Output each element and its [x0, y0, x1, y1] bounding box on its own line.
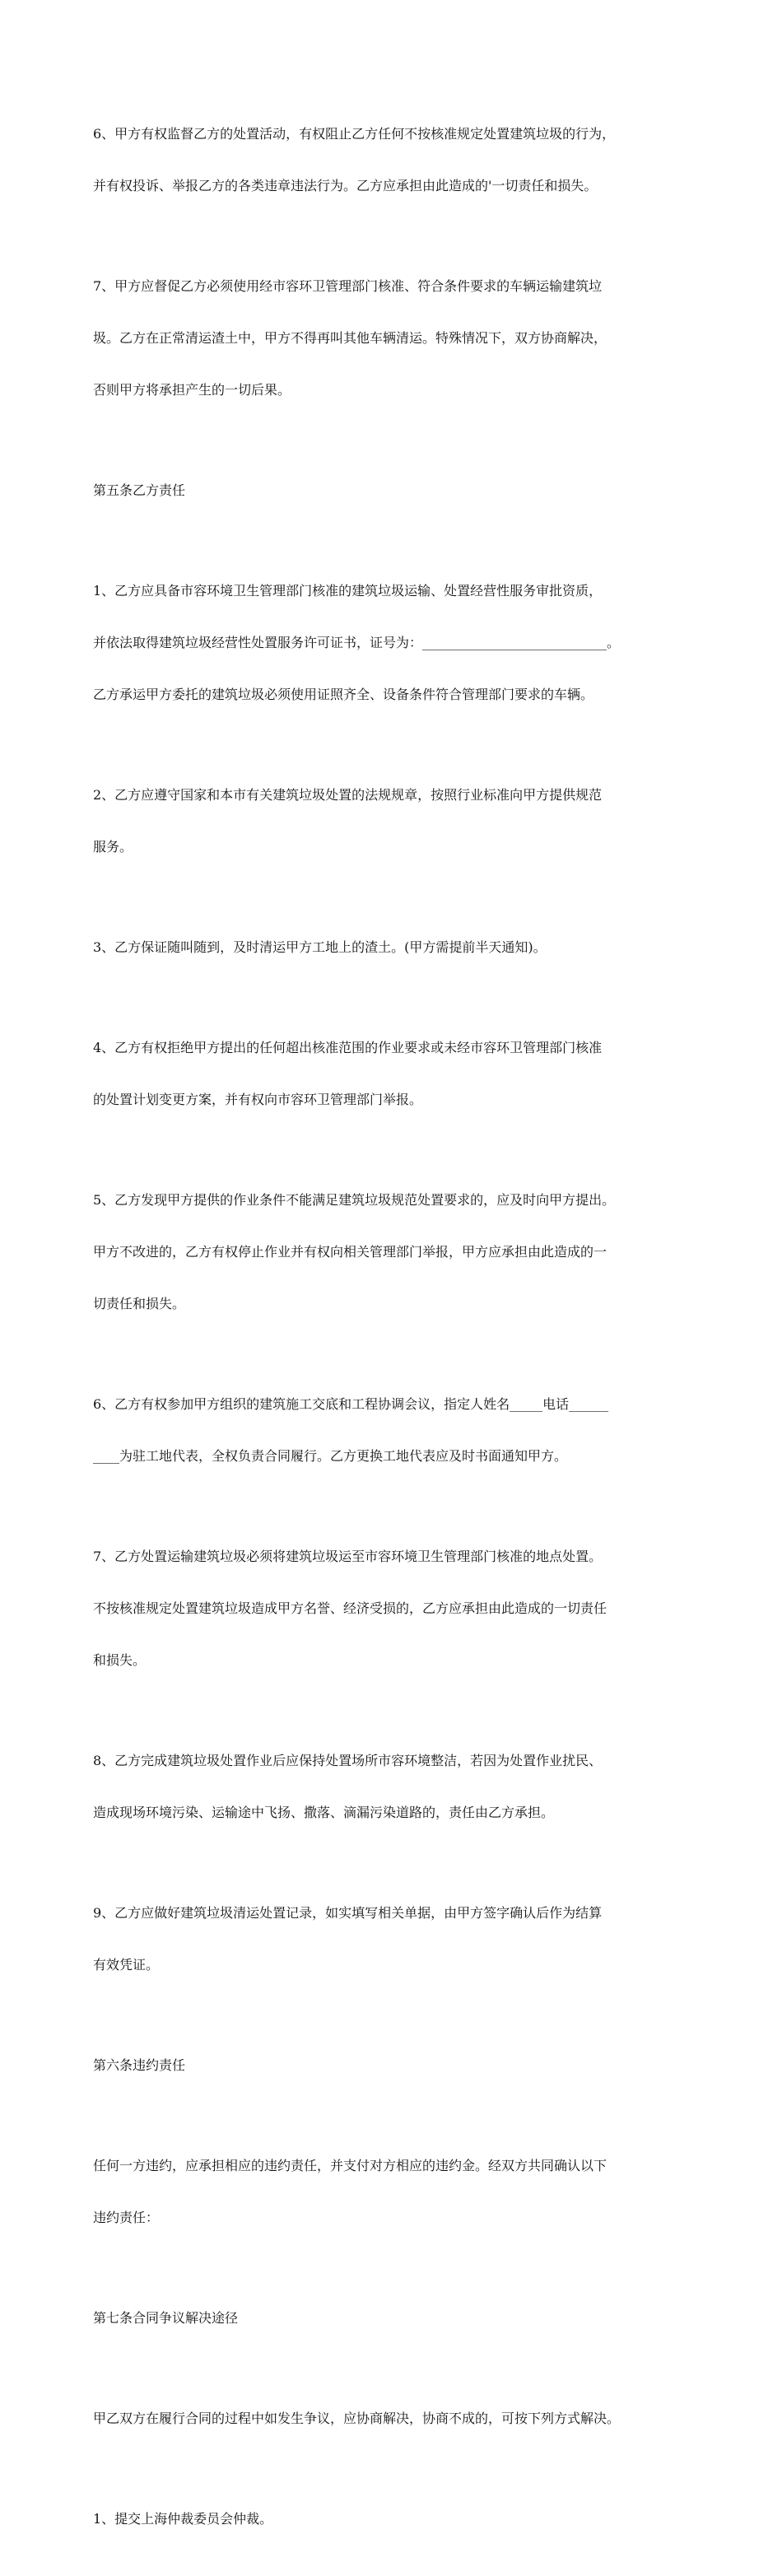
- text-line: 违约责任：: [93, 2210, 160, 2225]
- text-line: 任何一方违约，应承担相应的违约责任，并支付对方相应的违约金。经双方共同确认以下: [93, 2158, 607, 2173]
- text-line: 8、乙方完成建筑垃圾处置作业后应保持处置场所市容环境整洁，若因为处置作业扰民、: [93, 1753, 603, 1768]
- text-line: 乙方承运甲方委托的建筑垃圾必须使用证照齐全、设备条件符合管理部门要求的车辆。: [93, 687, 594, 702]
- clause-7-party-a-vehicles: [93, 243, 700, 433]
- breach-liability-text: [93, 2122, 700, 2261]
- text-line: 甲乙双方在履行合同的过程中如发生争议，应协商解决，协商不成的，可按下列方式解决。: [93, 2411, 621, 2426]
- section-heading-article-6: [93, 2022, 700, 2108]
- clause-9-party-b-records: [93, 1870, 700, 2008]
- section-heading-article-7: [93, 2275, 700, 2361]
- dispute-option-1: [93, 2476, 700, 2562]
- text-line: 1、提交上海仲裁委员会仲裁。: [93, 2511, 273, 2527]
- document-body: [93, 91, 700, 2576]
- text-line: 有效凭证。: [93, 1957, 160, 1973]
- text-line: 并有权投诉、举报乙方的各类违章违法行为。乙方应承担由此造成的'一切责任和损失。: [93, 178, 598, 193]
- text-line: 圾。乙方在正常清运渣土中，甲方不得再叫其他车辆清运。特殊情况下，双方协商解决，: [93, 330, 607, 346]
- clause-6-party-b-representative: [93, 1361, 700, 1499]
- clause-4-party-b-refusal: [93, 1004, 700, 1143]
- clause-8-party-b-cleanliness: [93, 1717, 700, 1856]
- text-line: 甲方不改进的，乙方有权停止作业并有权向相关管理部门举报，甲方应承担由此造成的一: [93, 1244, 607, 1260]
- text-line: 6、甲方有权监督乙方的处置活动，有权阻止乙方任何不按核准规定处置建筑垃圾的行为，: [93, 126, 616, 142]
- section-heading-article-5: [93, 447, 700, 533]
- text-line: 服务。: [93, 839, 133, 855]
- text-line: 3、乙方保证随叫随到，及时清运甲方工地上的渣土。(甲方需提前半天通知)。: [93, 939, 547, 955]
- clause-5-party-b-conditions: [93, 1157, 700, 1347]
- section-heading: 第七条合同争议解决途径: [93, 2310, 239, 2326]
- text-line: 的处置计划变更方案，并有权向市容环卫管理部门举报。: [93, 1092, 423, 1107]
- clause-7-party-b-disposal-site: [93, 1513, 700, 1703]
- clause-1-party-b-qualification: [93, 547, 700, 738]
- clause-2-party-b-regulations: [93, 752, 700, 890]
- text-line: 并依法取得建筑垃圾经营性处置服务许可证书，证号为：____________________________。: [93, 635, 621, 650]
- section-heading: 第五条乙方责任: [93, 482, 186, 498]
- text-line: 6、乙方有权参加甲方组织的建筑施工交底和工程协调会议，指定人姓名_____电话______: [93, 1396, 609, 1412]
- text-line: 否则甲方将承担产生的一切后果。: [93, 382, 291, 398]
- text-line: 造成现场环境污染、运输途中飞扬、撒落、滴漏污染道路的，责任由乙方承担。: [93, 1805, 555, 1820]
- text-line: 4、乙方有权拒绝甲方提出的任何超出核准范围的作业要求或未经市容环卫管理部门核准: [93, 1040, 603, 1055]
- section-heading: 第六条违约责任: [93, 2057, 186, 2073]
- clause-6-party-a-supervision: [93, 91, 700, 229]
- text-line: 2、乙方应遵守国家和本市有关建筑垃圾处置的法规规章，按照行业标准向甲方提供规范: [93, 787, 603, 803]
- clause-3-party-b-on-call: [93, 904, 700, 990]
- dispute-resolution-text: [93, 2375, 700, 2462]
- text-line: 5、乙方发现甲方提供的作业条件不能满足建筑垃圾规范处置要求的，应及时向甲方提出。: [93, 1192, 616, 1208]
- text-line: 和损失。: [93, 1652, 147, 1668]
- text-line: 1、乙方应具备市容环境卫生管理部门核准的建筑垃圾运输、处置经营性服务审批资质，: [93, 583, 603, 599]
- text-line: 切责任和损失。: [93, 1296, 186, 1311]
- text-line: 7、乙方处置运输建筑垃圾必须将建筑垃圾运至市容环境卫生管理部门核准的地点处置。: [93, 1549, 603, 1564]
- text-line: 9、乙方应做好建筑垃圾清运处置记录，如实填写相关单据，由甲方签字确认后作为结算: [93, 1905, 603, 1921]
- text-line: 不按核准规定处置建筑垃圾造成甲方名誉、经济受损的，乙方应承担由此造成的一切责任: [93, 1600, 607, 1616]
- text-line: ____为驻工地代表，全权负责合同履行。乙方更换工地代表应及时书面通知甲方。: [93, 1448, 568, 1464]
- text-line: 7、甲方应督促乙方必须使用经市容环卫管理部门核准、符合条件要求的车辆运输建筑垃: [93, 278, 603, 294]
